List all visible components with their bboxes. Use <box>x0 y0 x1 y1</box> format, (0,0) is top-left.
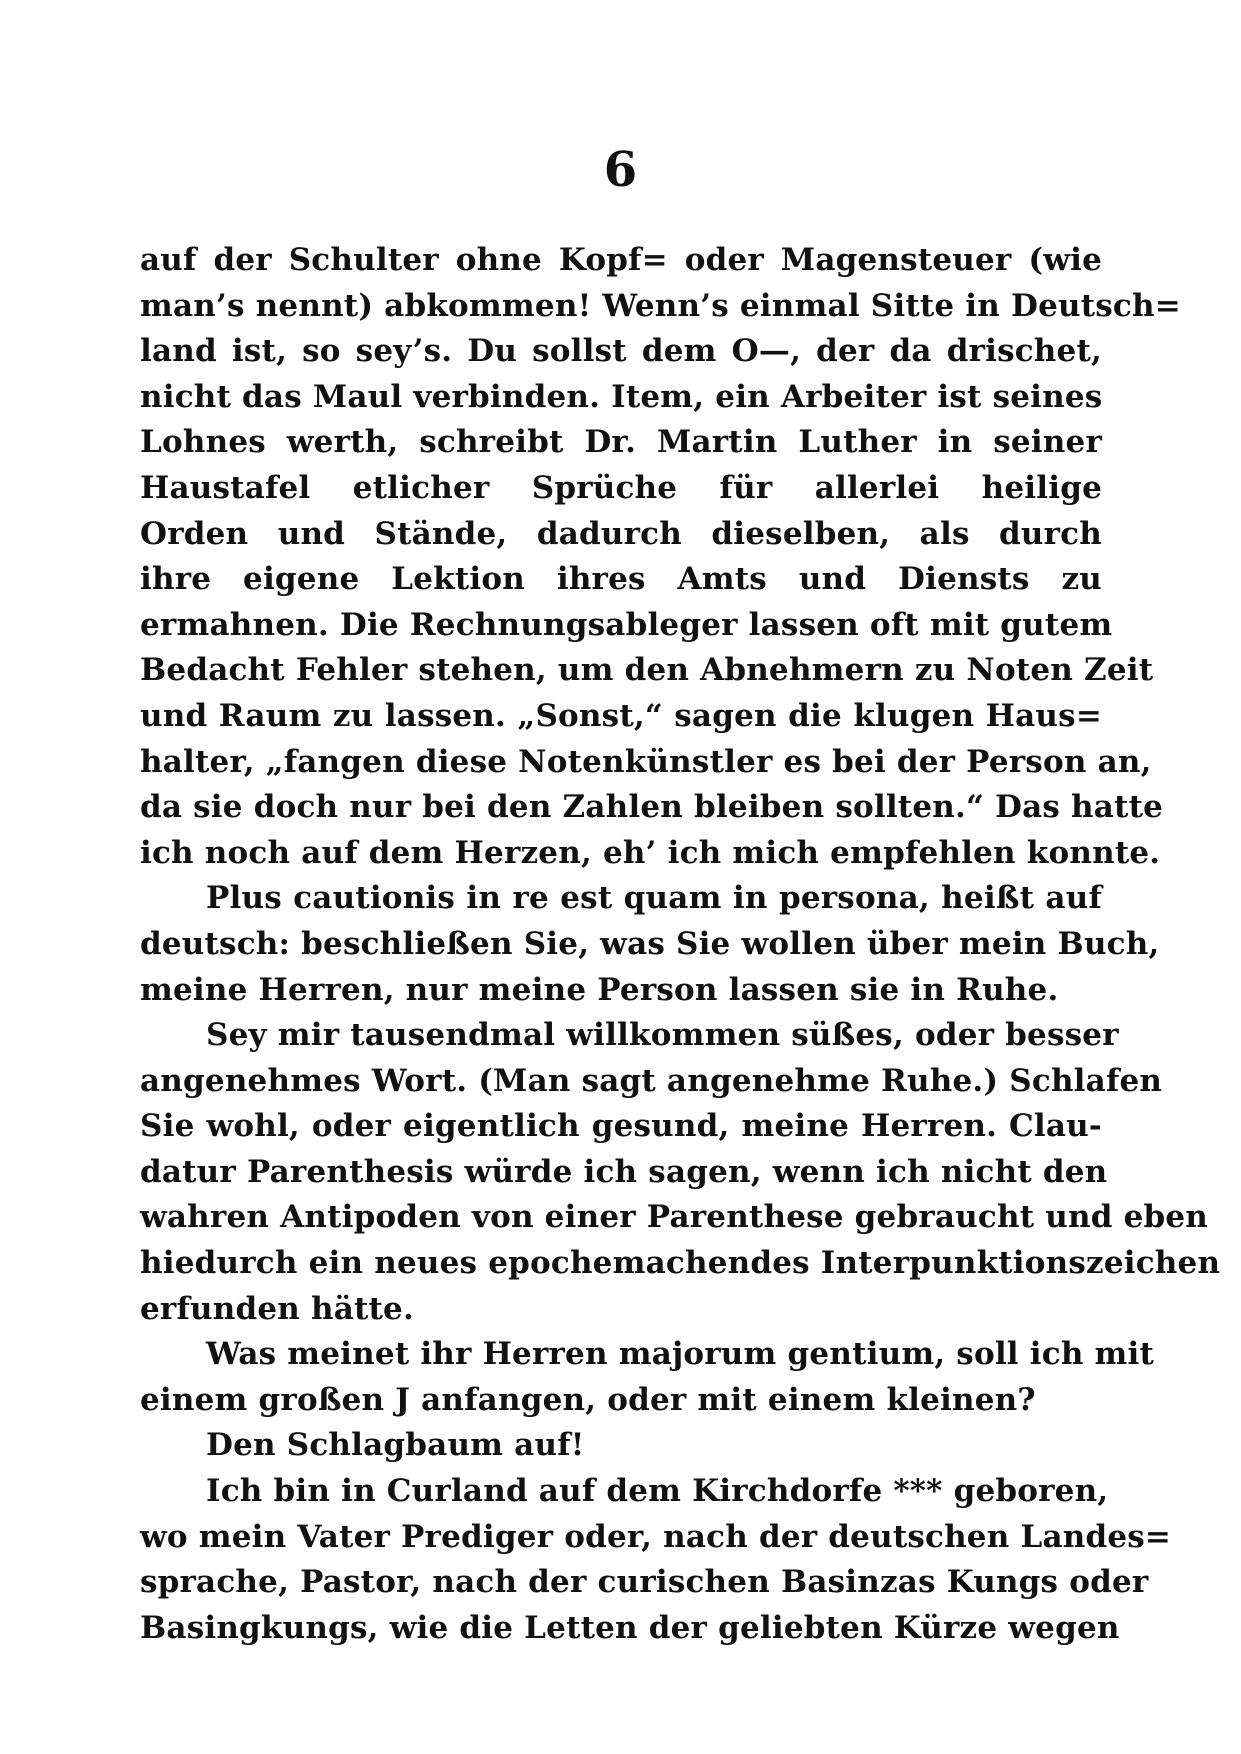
text-line: wahren Antipoden von einer Parenthese gebraucht und eben <box>140 1199 1209 1236</box>
text-line: Lohnes werth, schreibt Dr. Martin Luther in seiner <box>140 424 1102 461</box>
text-line: Haustafel etlicher Sprüche für allerlei heilige <box>140 469 1102 506</box>
text-line: datur Parenthesis würde ich sagen, wenn ich nicht den <box>140 1153 1108 1190</box>
text-line: Sey mir tausendmal willkommen süßes, oder besser <box>206 1017 1119 1054</box>
text-line: ermahnen. Die Rechnungsableger lassen oft mit gutem <box>140 606 1113 643</box>
text-line: deutsch: beschließen Sie, was Sie wollen über mein Buch, <box>140 925 1160 962</box>
text-line: da sie doch nur bei den Zahlen bleiben sollten.“ Das hatte <box>140 789 1164 826</box>
text-line: meine Herren, nur meine Person lassen sie in Ruhe. <box>140 971 1059 1008</box>
text-line: und Raum zu lassen. „Sonst,“ sagen die klugen Haus= <box>140 697 1102 734</box>
text-line: sprache, Pastor, nach der curischen Basinzas Kungs oder <box>140 1564 1149 1601</box>
text-line: nicht das Maul verbinden. Item, ein Arbeiter ist seines <box>140 378 1103 415</box>
text-line: man’s nennt) abkommen! Wenn’s einmal Sitte in Deutsch= <box>140 287 1181 324</box>
text-line: Plus cautionis in re est quam in persona, heißt auf <box>206 880 1102 917</box>
text-line: erfunden hätte. <box>140 1290 414 1327</box>
body-text <box>140 238 1221 1651</box>
text-line: Bedacht Fehler stehen, um den Abnehmern zu Noten Zeit <box>140 652 1154 689</box>
text-line: hiedurch ein neues epochemachendes Interpunktionszeichen <box>140 1245 1221 1282</box>
text-line: auf der Schulter ohne Kopf= oder Magensteuer (wie <box>140 242 1102 278</box>
text-line: ihre eigene Lektion ihres Amts und Diensts zu <box>140 561 1102 598</box>
text-line: Orden und Stände, dadurch dieselben, als durch <box>140 515 1102 552</box>
text-line: angenehmes Wort. (Man sagt angenehme Ruhe.) Schlafen <box>140 1062 1163 1099</box>
text-line: Den Schlagbaum auf! <box>206 1427 585 1464</box>
text-line: Sie wohl, oder eigentlich gesund, meine Herren. Clau- <box>140 1108 1102 1145</box>
text-line: land ist, so sey’s. Du sollst dem O—, der da drischet, <box>140 333 1102 370</box>
text-line: wo mein Vater Prediger oder, nach der deutschen Landes= <box>140 1518 1172 1555</box>
text-line: einem großen J anfangen, oder mit einem kleinen? <box>140 1381 1036 1418</box>
page-number: 6 <box>603 142 638 198</box>
text-line: Basingkungs, wie die Letten der geliebten Kürze wegen <box>140 1609 1120 1646</box>
text-line: ich noch auf dem Herzen, eh’ ich mich empfehlen konnte. <box>140 834 1161 871</box>
text-line: Ich bin in Curland auf dem Kirchdorfe *** geboren, <box>206 1473 1109 1510</box>
text-line: halter, „fangen diese Notenkünstler es bei der Person an, <box>140 743 1152 780</box>
text-line: Was meinet ihr Herren majorum gentium, soll ich mit <box>206 1336 1155 1373</box>
